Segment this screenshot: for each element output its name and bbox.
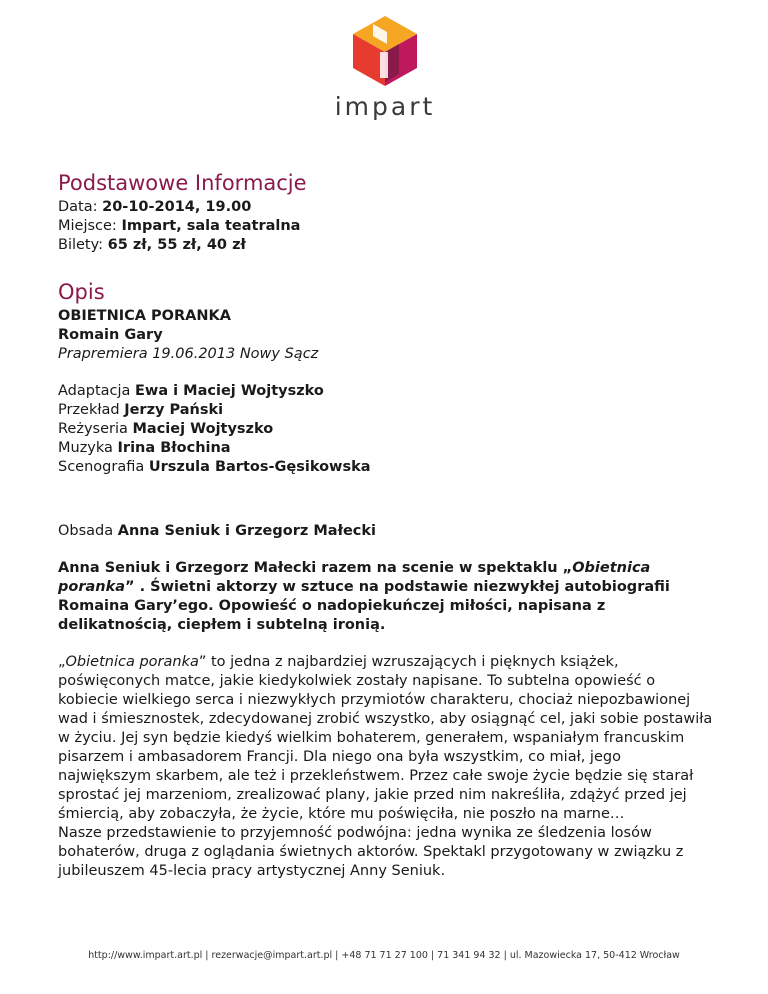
credits-list: [58, 382, 718, 477]
date-value: 20-10-2014, 19.00: [102, 199, 252, 215]
opis-heading: Opis: [58, 280, 105, 304]
premiere-line: Prapremiera 19.06.2013 Nowy Sącz: [58, 346, 319, 362]
credit-line: Scenografia Urszula Bartos-Gęsikowska: [58, 459, 371, 475]
body-paragraph-2: Nasze przedstawienie to przyjemność podwójna: jedna wynika ze śledzenia losów bohaterów, druga z oglądania świetnych aktorów. Spektakl przygotowany w związku z jubileuszem 45-lecia pracy artystycznej Anny Seniuk.: [58, 825, 684, 879]
impart-logo: [331, 14, 439, 121]
footer-contact: http://www.impart.art.pl | rezerwacje@impart.art.pl | +48 71 71 27 100 | 71 341 94 32 | ul. Mazowiecka 17, 50-412 Wrocław: [88, 950, 680, 961]
impart-logo-mark-icon: [347, 14, 423, 88]
logo-wordmark: impart: [334, 92, 436, 121]
cast-value: Anna Seniuk i Grzegorz Małecki: [117, 523, 377, 539]
tickets-line: Bilety: 65 zł, 55 zł, 40 zł: [58, 237, 246, 253]
credit-line: Muzyka Irina Błochina: [58, 440, 231, 456]
place-line: Miejsce: Impart, sala teatralna: [58, 218, 301, 234]
lead-paragraph: Anna Seniuk i Grzegorz Małecki razem na scenie w spektaklu „Obietnica poranka” . Świetni aktorzy w sztuce na podstawie niezwykłej autobiografii Romaina Gary’ego. Opowieść o nadopiekuńczej miłości, napisana z delikatnością, ciepłem i subtelną ironią.: [58, 560, 670, 633]
document-body: [58, 168, 718, 881]
play-title: OBIETNICA PORANKA: [58, 308, 231, 324]
credit-line: Adaptacja Ewa i Maciej Wojtyszko: [58, 383, 324, 399]
credit-line: Reżyseria Maciej Wojtyszko: [58, 421, 274, 437]
cast-line: Obsada Anna Seniuk i Grzegorz Małecki: [58, 523, 377, 539]
credit-line: Przekład Jerzy Pański: [58, 402, 224, 418]
date-line: Data: 20-10-2014, 19.00: [58, 199, 252, 215]
place-value: Impart, sala teatralna: [121, 218, 301, 234]
basic-info-heading: Podstawowe Informacje: [58, 171, 307, 195]
play-author: Romain Gary: [58, 327, 163, 343]
basic-info: [58, 198, 718, 255]
tickets-value: 65 zł, 55 zł, 40 zł: [107, 237, 246, 253]
body-paragraph: „Obietnica poranka” to jedna z najbardziej wzruszających i pięknych książek, poświęconych matce, jakie kiedykolwiek zostały napisane. To subtelna opowieść o kobiecie wielkiego serca i niezwykłych przymiotów charakteru, chociaż niepozbawionej wad i śmiesznostek, zdecydowanej zrobić wszystko, aby osiągnąć cel, jaki sobie postawiła w życiu. Jej syn będzie kiedyś wielkim bohaterem, generałem, wspaniałym francuskim pisarzem i ambasadorem Francji. Dla niego ona była wszystkim, co miał, jego największym skarbem, ale też i przekleństwem. Przez całe swoje życie będzie się starał sprostać jej marzeniom, zrealizować plany, jakie przed nim nakreśliła, zdążyć przed jej śmiercią, aby zobaczyła, że życie, które mu poświęciła, nie poszło na marne…: [58, 654, 713, 822]
